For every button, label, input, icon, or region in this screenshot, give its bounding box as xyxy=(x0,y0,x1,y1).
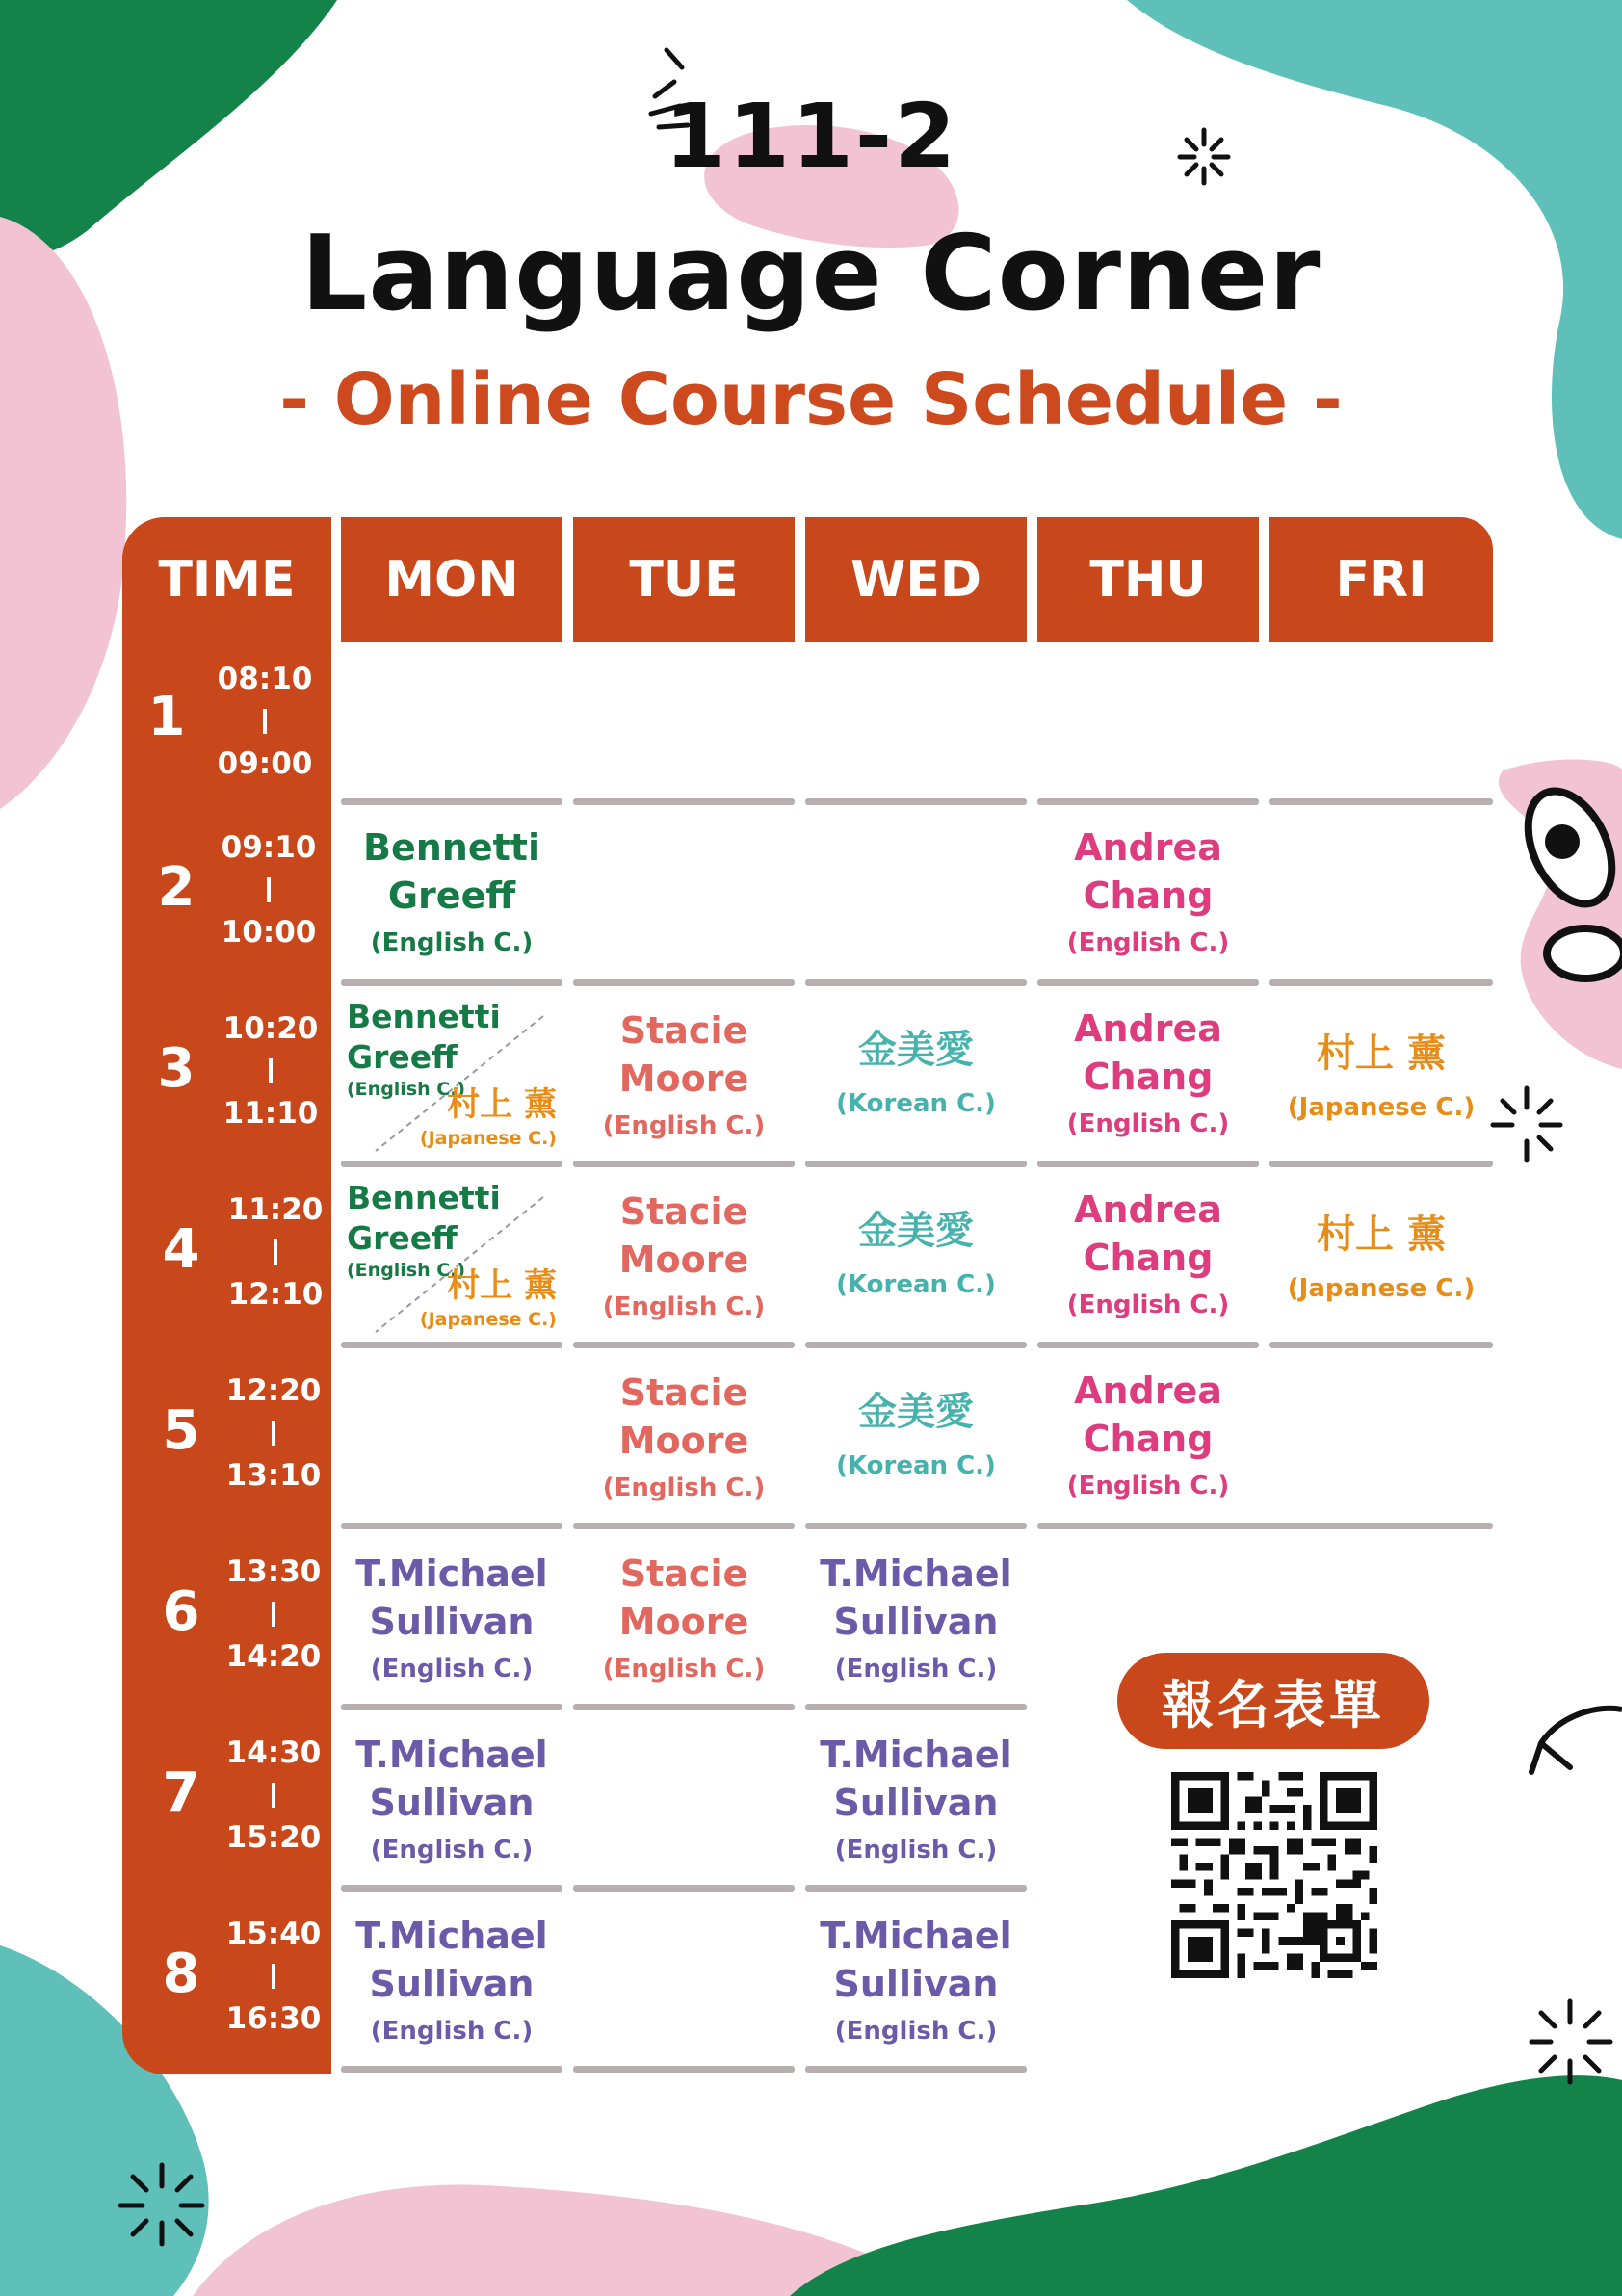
time-separator xyxy=(272,1602,275,1627)
teacher-last-name: Sullivan xyxy=(369,1601,535,1643)
course-name: (Korean C.) xyxy=(836,1089,996,1118)
row-separator xyxy=(1037,979,1259,986)
course-name: (English C.) xyxy=(1066,1109,1230,1138)
row-separator xyxy=(573,979,795,986)
teacher-first-name: Andrea xyxy=(1074,826,1222,869)
row-separator xyxy=(341,979,562,986)
row-separator xyxy=(341,1704,562,1710)
row-separator xyxy=(1037,1523,1493,1529)
row-separator xyxy=(1037,1161,1259,1167)
course-cell xyxy=(804,1550,1028,1688)
course-name: (English C.) xyxy=(602,1474,766,1502)
teacher-name: 金美愛 xyxy=(858,1390,974,1434)
period-end: 15:20 xyxy=(225,1820,322,1855)
teacher-last-name: Sullivan xyxy=(833,1782,999,1824)
teacher-first-name: Bennetti xyxy=(347,1179,501,1216)
course-b xyxy=(420,1083,557,1151)
row-separator xyxy=(573,1161,795,1167)
period-end: 13:10 xyxy=(225,1458,322,1493)
course-cell xyxy=(1036,1367,1260,1505)
period-start: 15:40 xyxy=(225,1917,322,1951)
header-time: TIME xyxy=(122,517,331,642)
period-end: 16:30 xyxy=(225,2001,322,2036)
row-separator xyxy=(805,1342,1027,1348)
row-separator xyxy=(805,979,1027,986)
course-cell xyxy=(340,823,563,962)
period-number: 5 xyxy=(162,1399,200,1462)
course-cell xyxy=(804,1912,1028,2050)
period-start: 10:20 xyxy=(222,1011,319,1046)
row-separator xyxy=(573,1342,795,1348)
teacher-first-name: T.Michael xyxy=(820,1915,1012,1957)
period-start: 09:10 xyxy=(221,830,317,865)
teacher-name: 金美愛 xyxy=(858,1209,974,1253)
period-number: 6 xyxy=(162,1580,200,1643)
teacher-first-name: Stacie xyxy=(619,1371,748,1414)
course-name: (English C.) xyxy=(602,1655,766,1683)
course-cell xyxy=(1036,1004,1260,1143)
row-separator xyxy=(805,1523,1027,1529)
teacher-last-name: Moore xyxy=(618,1057,749,1100)
title-subtitle: - Online Course Schedule - xyxy=(279,358,1343,441)
row-separator xyxy=(805,1885,1027,1892)
teacher-last-name: Chang xyxy=(1083,1056,1214,1098)
teacher-name: 村上 薰 xyxy=(447,1266,557,1305)
period-time xyxy=(221,1551,327,1678)
teacher-last-name: Moore xyxy=(618,1601,749,1643)
teacher-last-name: Sullivan xyxy=(833,1601,999,1643)
period-end: 09:00 xyxy=(217,746,313,781)
period-time xyxy=(221,1370,327,1497)
header-fri: FRI xyxy=(1269,517,1493,642)
period-number: 8 xyxy=(162,1943,200,2005)
row-separator xyxy=(1269,1161,1493,1167)
period-end: 12:10 xyxy=(227,1277,324,1312)
course-cell xyxy=(1269,1206,1493,1308)
header-wed: WED xyxy=(805,517,1027,642)
teacher-first-name: Stacie xyxy=(619,1190,748,1233)
teacher-last-name: Sullivan xyxy=(833,1963,999,2005)
teacher-last-name: Moore xyxy=(618,1239,749,1281)
row-separator xyxy=(805,798,1027,805)
row-separator xyxy=(805,1704,1027,1710)
teacher-last-name: Chang xyxy=(1083,1418,1214,1460)
time-separator xyxy=(272,1783,275,1808)
period-start: 08:10 xyxy=(217,662,313,696)
course-name: (English C.) xyxy=(370,1836,534,1865)
course-name: (English C.) xyxy=(1066,1472,1230,1500)
course-b xyxy=(420,1265,557,1332)
teacher-last-name: Moore xyxy=(618,1420,749,1462)
course-cell xyxy=(1269,1025,1493,1127)
teacher-first-name: Stacie xyxy=(619,1009,748,1052)
course-cell xyxy=(340,1912,563,2050)
course-cell xyxy=(340,1731,563,1869)
course-name: (English C.) xyxy=(370,2017,534,2046)
teacher-name: 村上 薰 xyxy=(447,1085,557,1124)
teacher-last-name: Chang xyxy=(1083,1237,1214,1279)
teacher-last-name: Greeff xyxy=(347,1038,458,1076)
teacher-last-name: Chang xyxy=(1083,874,1214,917)
course-name: (English C.) xyxy=(602,1292,766,1321)
period-number: 7 xyxy=(162,1761,200,1824)
course-cell xyxy=(804,1731,1028,1869)
time-separator xyxy=(274,1239,277,1265)
row-separator xyxy=(341,798,562,805)
teacher-name: 村上 薰 xyxy=(1317,1213,1446,1257)
row-separator xyxy=(573,798,795,805)
teacher-first-name: T.Michael xyxy=(820,1552,1012,1595)
split-course-cell xyxy=(341,987,564,1161)
course-cell xyxy=(340,1550,563,1688)
teacher-first-name: Andrea xyxy=(1074,1188,1222,1231)
row-separator xyxy=(805,1161,1027,1167)
period-number: 1 xyxy=(147,686,186,748)
course-cell xyxy=(1036,1186,1260,1324)
row-separator xyxy=(341,1161,562,1167)
course-name: (English C.) xyxy=(347,1260,466,1281)
course-cell xyxy=(572,1187,796,1326)
qr-code[interactable] xyxy=(1171,1772,1377,1978)
course-name: (Korean C.) xyxy=(836,1270,996,1299)
period-time xyxy=(218,1007,324,1135)
time-separator xyxy=(272,1421,275,1446)
teacher-first-name: T.Michael xyxy=(820,1734,1012,1776)
teacher-first-name: T.Michael xyxy=(355,1915,548,1957)
row-separator xyxy=(573,2066,795,2073)
course-cell xyxy=(804,1383,1028,1485)
course-cell xyxy=(804,1202,1028,1304)
teacher-first-name: Bennetti xyxy=(347,998,501,1035)
course-cell xyxy=(804,1021,1028,1123)
signup-form-button[interactable]: 報名表單 xyxy=(1117,1653,1429,1749)
teacher-last-name: Greeff xyxy=(387,874,516,917)
period-number: 3 xyxy=(157,1037,196,1100)
teacher-last-name: Sullivan xyxy=(369,1782,535,1824)
teacher-name: 村上 薰 xyxy=(1317,1031,1446,1076)
period-number: 4 xyxy=(162,1218,200,1281)
period-start: 11:20 xyxy=(227,1192,324,1227)
period-time xyxy=(221,1913,327,2040)
course-name: (English C.) xyxy=(834,1836,998,1865)
period-start: 12:20 xyxy=(225,1373,322,1408)
course-cell xyxy=(572,1369,796,1507)
course-name: (Japanese C.) xyxy=(419,1128,557,1149)
period-start: 14:30 xyxy=(225,1735,322,1770)
course-name: (Japanese C.) xyxy=(1287,1274,1476,1303)
teacher-first-name: Stacie xyxy=(619,1552,748,1595)
row-separator xyxy=(573,1523,795,1529)
course-name: (English C.) xyxy=(602,1111,766,1140)
teacher-name: 金美愛 xyxy=(858,1028,974,1072)
row-separator xyxy=(1269,798,1493,805)
teacher-last-name: Greeff xyxy=(347,1219,458,1257)
period-number: 2 xyxy=(157,856,196,919)
period-time xyxy=(212,658,318,785)
course-name: (English C.) xyxy=(834,2017,998,2046)
course-cell xyxy=(572,1006,796,1145)
row-separator xyxy=(1269,979,1493,986)
course-name: (English C.) xyxy=(1066,1291,1230,1319)
title-year: 111-2 xyxy=(664,85,958,188)
teacher-first-name: Bennetti xyxy=(363,826,540,869)
time-separator xyxy=(269,1058,273,1083)
course-name: (English C.) xyxy=(834,1655,998,1683)
course-name: (English C.) xyxy=(370,928,534,957)
period-time xyxy=(216,826,322,953)
row-separator xyxy=(1037,1342,1259,1348)
row-separator xyxy=(341,1523,562,1529)
header-thu: THU xyxy=(1037,517,1259,642)
teacher-first-name: T.Michael xyxy=(355,1552,548,1595)
teacher-first-name: T.Michael xyxy=(355,1734,548,1776)
period-end: 11:10 xyxy=(222,1096,319,1131)
teacher-first-name: Andrea xyxy=(1074,1007,1222,1050)
row-separator xyxy=(1269,1342,1493,1348)
course-name: (Korean C.) xyxy=(836,1451,996,1480)
row-separator xyxy=(341,1885,562,1892)
title-main: Language Corner xyxy=(301,214,1321,334)
row-separator xyxy=(341,2066,562,2073)
period-start: 13:30 xyxy=(225,1554,322,1589)
teacher-first-name: Andrea xyxy=(1074,1370,1222,1412)
row-separator xyxy=(573,1704,795,1710)
course-name: (English C.) xyxy=(347,1079,466,1100)
course-name: (English C.) xyxy=(370,1655,534,1683)
period-time xyxy=(222,1188,328,1316)
course-cell xyxy=(572,1550,796,1688)
course-name: (Japanese C.) xyxy=(1287,1093,1476,1122)
teacher-last-name: Sullivan xyxy=(369,1963,535,2005)
time-separator xyxy=(263,709,267,734)
period-end: 10:00 xyxy=(221,915,317,950)
course-name: (English C.) xyxy=(1066,928,1230,957)
row-separator xyxy=(341,1342,562,1348)
split-course-cell xyxy=(341,1168,564,1342)
row-separator xyxy=(1037,798,1259,805)
time-separator xyxy=(267,877,271,902)
header-mon: MON xyxy=(341,517,562,642)
row-separator xyxy=(805,2066,1027,2073)
period-end: 14:20 xyxy=(225,1639,322,1674)
period-time xyxy=(221,1732,327,1859)
row-separator xyxy=(573,1885,795,1892)
header-tue: TUE xyxy=(573,517,795,642)
time-separator xyxy=(272,1964,275,1989)
course-name: (Japanese C.) xyxy=(419,1309,557,1330)
course-cell xyxy=(1036,823,1260,962)
